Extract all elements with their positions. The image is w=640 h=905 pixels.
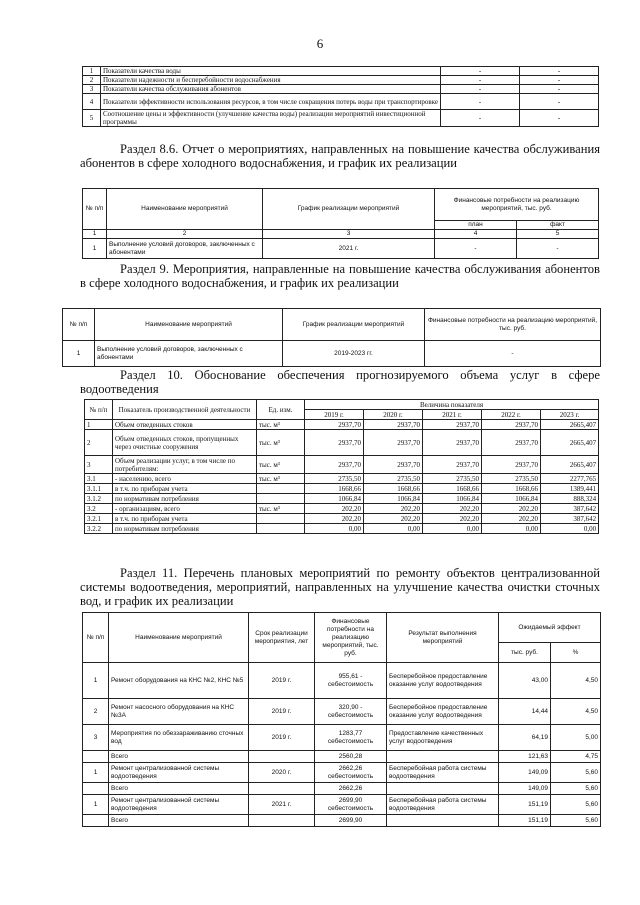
effect-pct-cell: 4,50	[551, 663, 601, 699]
result-cell: Бесперебойное предоставление оказание услуг водоотведения	[387, 699, 499, 725]
value-cell: -	[441, 94, 520, 110]
value-cell: 2937,70	[364, 456, 423, 474]
table-row	[83, 725, 601, 751]
value-cell: 0,00	[305, 524, 364, 534]
indicator-name: по нормативам потребления	[113, 494, 257, 504]
total-label: Всего	[109, 783, 249, 795]
table-row	[83, 751, 601, 763]
value-cell: 2937,70	[364, 430, 423, 456]
empty-cell	[83, 751, 109, 763]
row-number: 1	[83, 663, 109, 699]
table-row	[85, 494, 599, 504]
effect-rub-cell: 121,63	[499, 751, 551, 763]
indicator-name: - организациям, всего	[113, 504, 257, 514]
value-cell: -	[520, 85, 599, 94]
header-rub: тыс. руб.	[499, 643, 551, 663]
value-cell: 2937,70	[423, 430, 482, 456]
table-row	[83, 67, 599, 76]
value-cell: 2937,70	[423, 420, 482, 430]
value-cell: 0,00	[541, 524, 599, 534]
indicator-name: Объем реализации услуг, в том числе по потребителям:	[113, 456, 257, 474]
indicator-name: Показатели надежности и бесперебойности водоснабжения	[101, 76, 441, 85]
value-cell: 1668,66	[364, 484, 423, 494]
indicator-name: Показатели эффективности использования ресурсов, в том числе сокращения потерь воды при транспортировке	[101, 94, 441, 110]
value-cell: 202,20	[482, 504, 541, 514]
indicator-name: Показатели качества обслуживания абонентов	[101, 85, 441, 94]
table-row	[83, 795, 601, 815]
header-plan: план	[435, 221, 517, 230]
unit-cell: тыс. м³	[257, 504, 305, 514]
value-cell: 2937,70	[482, 420, 541, 430]
row-number: 3.2	[85, 504, 113, 514]
row-number: 2	[85, 430, 113, 456]
header-number: № п/п	[63, 309, 95, 341]
finance-cell: 320,90 - себестоимость	[315, 699, 387, 725]
effect-pct-cell: 5,60	[551, 795, 601, 815]
header-finance: Финансовые потребности на реализацию мероприятий, тыс. руб.	[435, 189, 599, 221]
value-cell: 202,20	[364, 514, 423, 524]
unit-cell: тыс. м³	[257, 420, 305, 430]
header-finance: Финансовые потребности на реализацию мероприятий, тыс. руб.	[425, 309, 601, 341]
header-name: Наименование мероприятий	[109, 613, 249, 663]
value-cell: 888,324	[541, 494, 599, 504]
section-9-table	[62, 308, 601, 367]
finance-cell: 2560,28	[315, 751, 387, 763]
table-row	[83, 85, 599, 94]
row-number: 3.2.2	[85, 524, 113, 534]
section-9-title: Раздел 9. Мероприятия, направленные на повышение качества обслуживания абонентов в сфере холодного водоснабжения, и график их реализации	[80, 262, 600, 290]
table-row	[83, 110, 599, 127]
header-year: 2019 г.	[305, 410, 364, 420]
empty-cell	[249, 751, 315, 763]
effect-pct-cell: 5,00	[551, 725, 601, 751]
measure-name: Ремонт централизованной системы водоотведения	[109, 795, 249, 815]
value-cell: 202,20	[305, 514, 364, 524]
effect-pct-cell: 5,60	[551, 763, 601, 783]
row-number: 3	[83, 725, 109, 751]
finance-cell: 2699,90	[315, 815, 387, 827]
value-cell: 387,642	[541, 514, 599, 524]
table-row	[85, 474, 599, 484]
term-cell: 2019 г.	[249, 725, 315, 751]
indicator-name: Соотношение цены и эффективности (улучшение качества воды) реализации мероприятий инвестиционной программы	[101, 110, 441, 127]
header-schedule: График реализации мероприятий	[283, 309, 425, 341]
value-cell: 1668,66	[423, 484, 482, 494]
unit-cell	[257, 494, 305, 504]
empty-cell	[387, 783, 499, 795]
value-cell: -	[520, 110, 599, 127]
row-number: 1	[83, 763, 109, 783]
header-name: Наименование мероприятий	[95, 309, 283, 341]
table-row	[83, 763, 601, 783]
value-cell: -	[520, 94, 599, 110]
finance-cell: 2662,26 себестоимость	[315, 763, 387, 783]
value-cell: 202,20	[482, 514, 541, 524]
page-number: 6	[316, 36, 324, 51]
indicator-name: Объем отведенных стоков	[113, 420, 257, 430]
value-cell: -	[520, 76, 599, 85]
value-cell: 1389,441	[541, 484, 599, 494]
section-11-table	[82, 612, 601, 827]
table-row	[83, 76, 599, 85]
empty-cell	[387, 751, 499, 763]
unit-cell: тыс. м³	[257, 430, 305, 456]
section-8-6-title: Раздел 8.6. Отчет о мероприятиях, направленных на повышение качества обслуживания абонентов в сфере холодного водоснабжения, и график их реализации	[80, 142, 600, 170]
result-cell: Предоставление качественных услуг водоотведения	[387, 725, 499, 751]
header-year: 2020 г.	[364, 410, 423, 420]
unit-cell	[257, 484, 305, 494]
result-cell: Бесперебойная работа системы водоотведения	[387, 763, 499, 783]
table-row	[83, 783, 601, 795]
row-number: 3.2.1	[85, 514, 113, 524]
table-row	[85, 484, 599, 494]
empty-cell	[83, 783, 109, 795]
header-value: Величина показателя	[305, 400, 599, 410]
value-cell: 1066,84	[364, 494, 423, 504]
indicator-name: Показатели качества воды	[101, 67, 441, 76]
table-row: 1 Выполнение условий договоров, заключенных с абонентами 2019-2023 гг. -	[63, 341, 601, 367]
term-cell: 2019 г.	[249, 699, 315, 725]
effect-pct-cell: 5,60	[551, 815, 601, 827]
section-10-table	[84, 399, 599, 534]
effect-rub-cell: 43,00	[499, 663, 551, 699]
section-10-title: Раздел 10. Обоснование обеспечения прогнозируемого объема услуг в сфере водоотведения	[80, 368, 600, 396]
row-number: 4	[83, 94, 101, 110]
term-cell: 2020 г.	[249, 763, 315, 783]
finance-cell: 2662,26	[315, 783, 387, 795]
unit-cell	[257, 524, 305, 534]
table-row	[85, 430, 599, 456]
value-cell: 2665,407	[541, 456, 599, 474]
indicator-name: Объем отведенных стоков, пропущенных через очистные сооружения	[113, 430, 257, 456]
measure-name: Ремонт оборудования на КНС №2, КНС №5	[109, 663, 249, 699]
indicator-name: в т.ч. по приборам учета	[113, 514, 257, 524]
header-year: 2022 г.	[482, 410, 541, 420]
value-cell: 2937,70	[305, 430, 364, 456]
empty-cell	[387, 815, 499, 827]
indicator-name: - населению, всего	[113, 474, 257, 484]
value-cell: 1066,84	[482, 494, 541, 504]
row-number: 3.1.1	[85, 484, 113, 494]
value-cell: 2665,407	[541, 430, 599, 456]
term-cell: 2021 г.	[249, 795, 315, 815]
header-result: Результат выполнения мероприятий	[387, 613, 499, 663]
row-number: 3.1	[85, 474, 113, 484]
finance-cell: 2699,90 себестоимость	[315, 795, 387, 815]
header-number: № п/п	[83, 613, 109, 663]
header-pct: %	[551, 643, 601, 663]
table-row	[83, 699, 601, 725]
value-cell: -	[441, 110, 520, 127]
table-row	[85, 514, 599, 524]
value-cell: 1066,84	[305, 494, 364, 504]
header-number: № п/п	[85, 400, 113, 420]
result-cell: Бесперебойное предоставление оказание услуг водоотведения	[387, 663, 499, 699]
effect-rub-cell: 151,19	[499, 815, 551, 827]
value-cell: -	[441, 67, 520, 76]
value-cell: 202,20	[305, 504, 364, 514]
effect-rub-cell: 64,19	[499, 725, 551, 751]
value-cell: 202,20	[423, 514, 482, 524]
value-cell: 1668,66	[305, 484, 364, 494]
header-unit: Ед. изм.	[257, 400, 305, 420]
header-effect: Ожидаемый эффект	[499, 613, 601, 643]
value-cell: 1668,66	[482, 484, 541, 494]
value-cell: 2277,765	[541, 474, 599, 484]
indicator-name: в т.ч. по приборам учета	[113, 484, 257, 494]
row-number: 3	[85, 456, 113, 474]
col-number: 5	[517, 230, 599, 239]
col-number: 1	[83, 230, 107, 239]
finance-cell: 955,61 - себестоимость	[315, 663, 387, 699]
header-fact: факт	[517, 221, 599, 230]
value-cell: 2735,50	[364, 474, 423, 484]
value-cell: 2735,50	[305, 474, 364, 484]
row-number: 3	[83, 85, 101, 94]
table-row	[85, 504, 599, 514]
finance-cell: 1283,77 себестоимость	[315, 725, 387, 751]
value-cell: 2937,70	[482, 430, 541, 456]
effect-rub-cell: 149,09	[499, 783, 551, 795]
row-number: 1	[85, 420, 113, 430]
table-row	[85, 420, 599, 430]
indicators-table	[82, 66, 599, 127]
row-number: 3.1.2	[85, 494, 113, 504]
effect-pct-cell: 5,60	[551, 783, 601, 795]
value-cell: -	[441, 85, 520, 94]
value-cell: 202,20	[364, 504, 423, 514]
header-schedule: График реализации мероприятий	[263, 189, 435, 230]
section-8-6-table	[82, 188, 599, 259]
header-finance: Финансовые потребности на реализацию мероприятий, тыс. руб.	[315, 613, 387, 663]
value-cell: 2735,50	[423, 474, 482, 484]
row-number: 1	[83, 67, 101, 76]
result-cell: Бесперебойная работа системы водоотведения	[387, 795, 499, 815]
table-row	[83, 663, 601, 699]
table-row	[83, 815, 601, 827]
header-year: 2021 г.	[423, 410, 482, 420]
value-cell: 2937,70	[423, 456, 482, 474]
table-row: 1 Выполнение условий договоров, заключенных с абонентами 2021 г. - -	[83, 239, 599, 259]
value-cell: 0,00	[364, 524, 423, 534]
header-number: № п/п	[83, 189, 107, 230]
value-cell: 0,00	[423, 524, 482, 534]
header-name: Наименование мероприятий	[107, 189, 263, 230]
table-row	[83, 94, 599, 110]
indicator-name: по нормативам потребления	[113, 524, 257, 534]
col-number: 4	[435, 230, 517, 239]
value-cell: 0,00	[482, 524, 541, 534]
table-row	[85, 524, 599, 534]
col-number: 3	[263, 230, 435, 239]
unit-cell: тыс. м³	[257, 474, 305, 484]
section-11-title: Раздел 11. Перечень плановых мероприятий по ремонту объектов централизованной системы водоотведения, мероприятий, направленных на улучшение качества очистки сточных вод, и график их реализации	[80, 566, 600, 608]
value-cell: 2937,70	[364, 420, 423, 430]
unit-cell: тыс. м³	[257, 456, 305, 474]
empty-cell	[249, 815, 315, 827]
value-cell: 2937,70	[305, 420, 364, 430]
value-cell: 202,20	[423, 504, 482, 514]
value-cell: 2735,50	[482, 474, 541, 484]
header-indicator: Показатель производственной деятельности	[113, 400, 257, 420]
row-number: 5	[83, 110, 101, 127]
header-term: Срок реализации мероприятия, лет	[249, 613, 315, 663]
unit-cell	[257, 514, 305, 524]
measure-name: Мероприятия по обеззараживанию сточных вод	[109, 725, 249, 751]
empty-cell	[83, 815, 109, 827]
value-cell: 2937,70	[305, 456, 364, 474]
row-number: 2	[83, 76, 101, 85]
row-number: 2	[83, 699, 109, 725]
value-cell: -	[441, 76, 520, 85]
value-cell: 1066,84	[423, 494, 482, 504]
value-cell: 2937,70	[482, 456, 541, 474]
value-cell: 2665,407	[541, 420, 599, 430]
total-label: Всего	[109, 751, 249, 763]
term-cell: 2019 г.	[249, 663, 315, 699]
value-cell: 387,642	[541, 504, 599, 514]
header-year: 2023 г.	[541, 410, 599, 420]
value-cell: -	[520, 67, 599, 76]
effect-pct-cell: 4,50	[551, 699, 601, 725]
effect-rub-cell: 149,09	[499, 763, 551, 783]
table-row	[85, 456, 599, 474]
effect-rub-cell: 151,19	[499, 795, 551, 815]
col-number: 2	[107, 230, 263, 239]
measure-name: Ремонт насосного оборудования на КНС №3А	[109, 699, 249, 725]
effect-rub-cell: 14,44	[499, 699, 551, 725]
empty-cell	[249, 783, 315, 795]
measure-name: Ремонт централизованной системы водоотведения	[109, 763, 249, 783]
total-label: Всего	[109, 815, 249, 827]
row-number: 1	[83, 795, 109, 815]
effect-pct-cell: 4,75	[551, 751, 601, 763]
